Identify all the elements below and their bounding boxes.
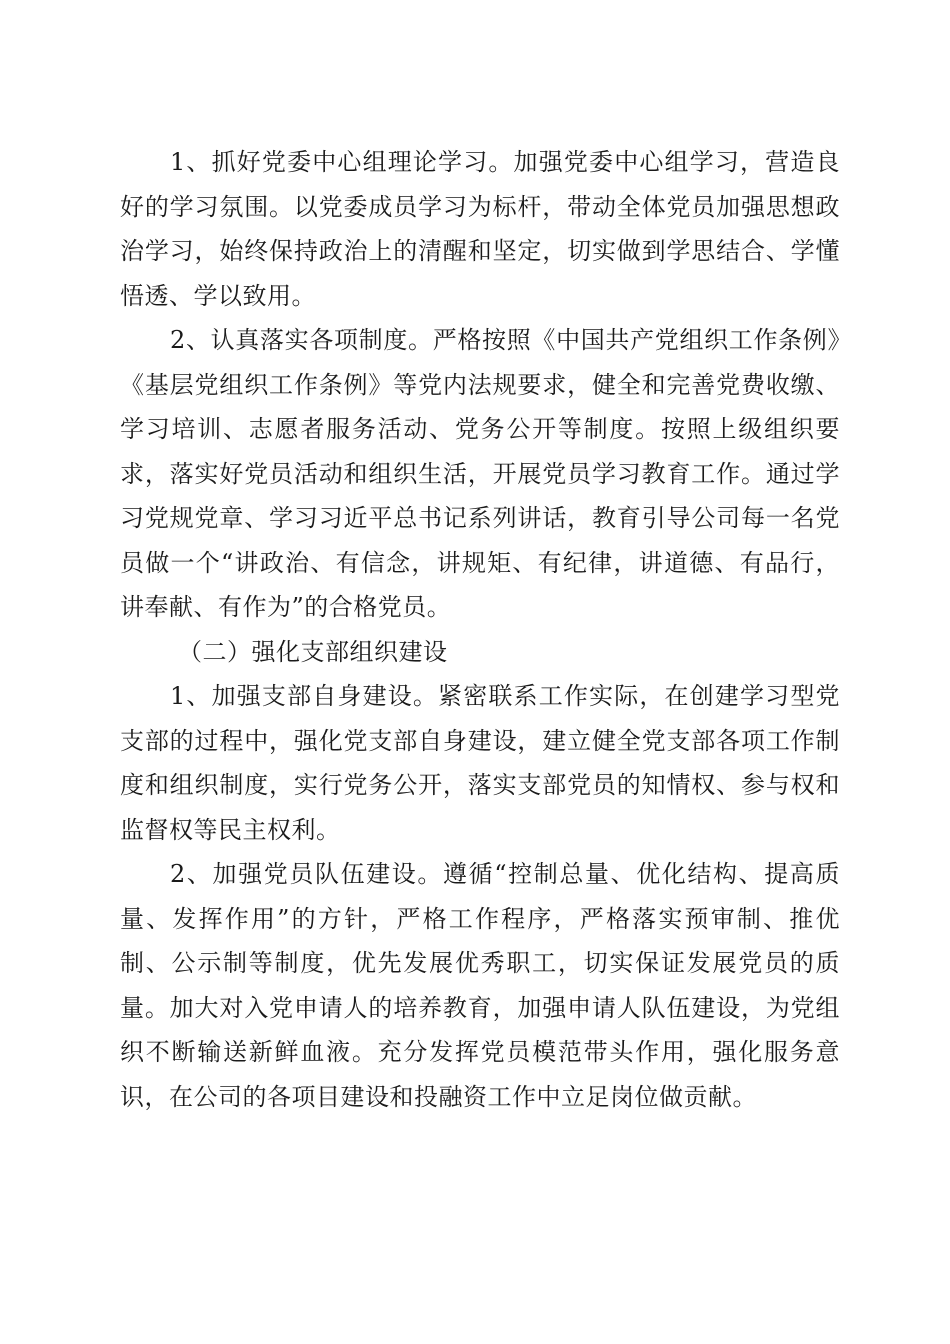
paragraph-branch-self-building: 1、加强支部自身建设。紧密联系工作实际，在创建学习型党支部的过程中，强化党支部自身建设，建立健全党支部各项工作制度和组织制度，实行党务公开，落实支部党员的知情权、参与权和监督权等民主权利。 [120, 682, 840, 844]
section-heading-branch-building: （二）强化支部组织建设 [178, 637, 448, 666]
paragraph-member-team-building: 2、加强党员队伍建设。遵循“控制总量、优化结构、提高质量、发挥作用”的方针，严格工作程序，严格落实预审制、推优制、公示制等制度，优先发展优秀职工，切实保证发展党员的质量。加大对入党申请人的培养教育，加强申请人队伍建设，为党组织不断输送新鲜血液。充分发挥党员模范带头作用，强化服务意识，在公司的各项目建设和投融资工作中立足岗位做贡献。 [120, 860, 840, 1111]
document-body [120, 140, 840, 1119]
paragraph-implement-systems: 2、认真落实各项制度。严格按照《中国共产党组织工作条例》《基层党组织工作条例》等党内法规要求，健全和完善党费收缴、学习培训、志愿者服务活动、党务公开等制度。按照上级组织要求，落实好党员活动和组织生活，开展党员学习教育工作。通过学习党规党章、学习习近平总书记系列讲话，教育引导公司每一名党员做一个“讲政治、有信念，讲规矩、有纪律，讲道德、有品行，讲奉献、有作为”的合格党员。 [120, 326, 840, 621]
paragraph-study-party-committee: 1、抓好党委中心组理论学习。加强党委中心组学习，营造良好的学习氛围。以党委成员学习为标杆，带动全体党员加强思想政治学习，始终保持政治上的清醒和坚定，切实做到学思结合、学懂悟透、学以致用。 [120, 148, 840, 310]
